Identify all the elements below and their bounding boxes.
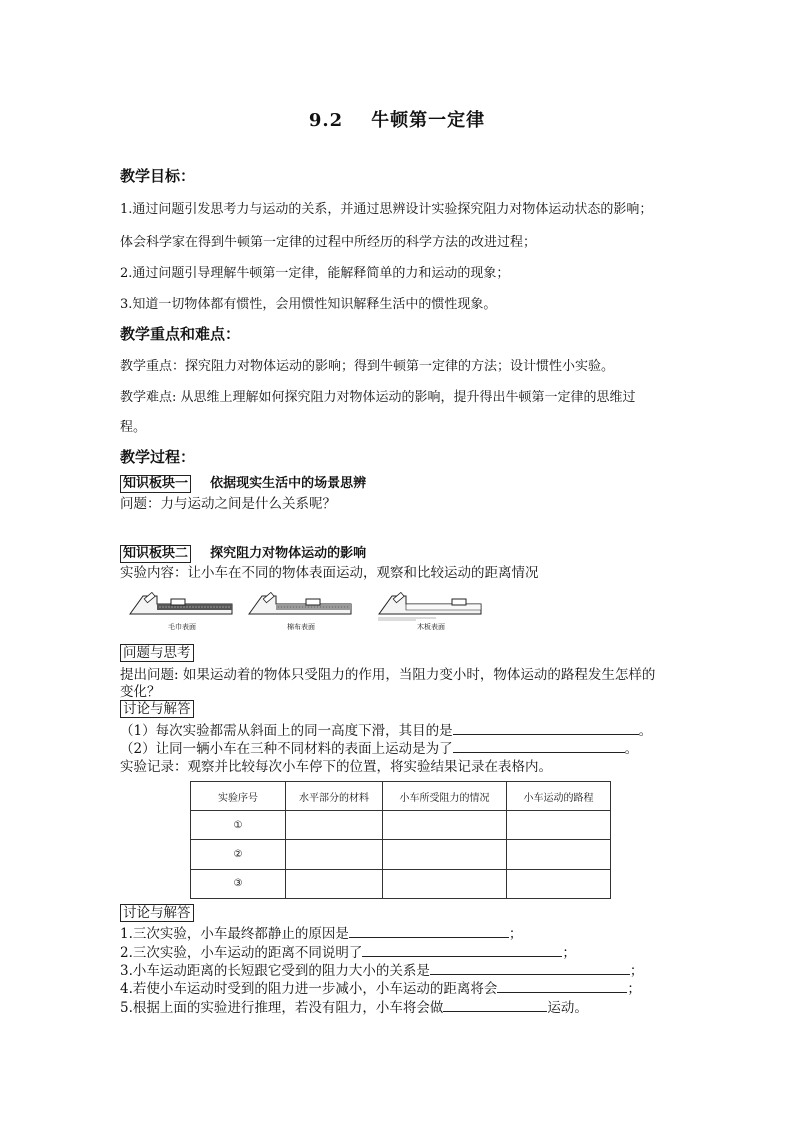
table-cell[interactable] bbox=[507, 869, 611, 898]
page-title bbox=[0, 106, 794, 132]
discussion-item-end: ； bbox=[508, 926, 523, 942]
experiment-record: 实验记录：观察并比较每次小车停下的位置，将实验结果记录在表格内。 bbox=[120, 759, 552, 775]
think-tag: 问题与思考 bbox=[120, 644, 194, 662]
discuss-tag-2-wrap bbox=[120, 902, 194, 922]
discussion-blank-3[interactable] bbox=[430, 962, 630, 975]
objective-line-2: 体会科学家在得到牛顿第一定律的过程中所经历的科学方法的改进过程； bbox=[120, 235, 537, 250]
record-table bbox=[190, 781, 611, 899]
discussion-blank-1[interactable] bbox=[349, 925, 509, 938]
objective-line-1: 1.通过问题引发思考力与运动的关系，并通过思辨设计实验探究阻力对物体运动状态的影响； bbox=[120, 202, 653, 217]
figure-caption-cotton: 棉布表面 bbox=[287, 623, 315, 631]
discussion-item-5 bbox=[120, 996, 588, 1016]
table-header: 小车所受阻力的情况 bbox=[383, 782, 507, 811]
discussion-item-end: ； bbox=[629, 963, 644, 979]
module-2-header bbox=[120, 542, 366, 563]
row-number: ② bbox=[191, 840, 286, 869]
question-1-text: （1）每次实验都需从斜面上的同一高度下滑，其目的是 bbox=[120, 723, 453, 739]
figure-towel-surface bbox=[127, 588, 237, 630]
discussion-item-1 bbox=[120, 922, 522, 942]
teaching-focus: 教学重点：探究阻力对物体运动的影响；得到牛顿第一定律的方法；设计惯性小实验。 bbox=[120, 359, 615, 374]
discuss-question-2 bbox=[120, 737, 638, 757]
discussion-blank-2[interactable] bbox=[362, 944, 562, 957]
discussion-blank-4[interactable] bbox=[497, 980, 627, 993]
figure-cotton-surface bbox=[246, 588, 356, 630]
think-question-line-2: 变化？ bbox=[120, 684, 161, 700]
discussion-item-4 bbox=[120, 977, 641, 997]
discuss-tag-1: 讨论与解答 bbox=[120, 700, 194, 718]
module-1-question: 问题：力与运动之间是什么关系呢？ bbox=[120, 496, 336, 512]
section-number: 9.2 bbox=[308, 110, 344, 131]
table-cell[interactable] bbox=[383, 869, 507, 898]
think-tag-wrap bbox=[120, 642, 194, 662]
ramp-cotton-illustration bbox=[246, 588, 356, 622]
figure-caption-wood: 木板表面 bbox=[417, 623, 445, 631]
table-header: 实验序号 bbox=[191, 782, 286, 811]
table-header: 水平部分的材料 bbox=[286, 782, 383, 811]
discussion-item-end: 运动。 bbox=[547, 1000, 588, 1016]
row-number: ① bbox=[191, 811, 286, 840]
discussion-blank-5[interactable] bbox=[443, 999, 547, 1012]
discuss-tag-2: 讨论与解答 bbox=[120, 904, 194, 922]
discuss-tag-wrap bbox=[120, 698, 194, 718]
module-1-header bbox=[120, 472, 366, 493]
module-2-tag: 知识板块二 bbox=[120, 545, 191, 563]
row-number: ③ bbox=[191, 869, 286, 898]
table-cell[interactable] bbox=[286, 811, 383, 840]
figure-caption-towel: 毛巾表面 bbox=[168, 623, 196, 631]
module-1-tag: 知识板块一 bbox=[120, 475, 191, 493]
table-cell[interactable] bbox=[286, 869, 383, 898]
discuss-question-1 bbox=[120, 719, 652, 739]
key-points-heading: 教学重点和难点： bbox=[120, 325, 241, 343]
module-2-title: 探究阻力对物体运动的影响 bbox=[210, 546, 367, 561]
table-row bbox=[191, 811, 611, 840]
discussion-item-2 bbox=[120, 941, 576, 961]
discussion-item-end: ； bbox=[627, 981, 641, 997]
discussion-item-text: 2.三次实验，小车运动的距离不同说明了 bbox=[120, 945, 363, 961]
table-header-row bbox=[191, 782, 611, 811]
objectives-heading: 教学目标： bbox=[120, 167, 196, 185]
answer-blank-2[interactable] bbox=[453, 740, 625, 753]
module-1-title: 依据现实生活中的场景思辨 bbox=[210, 476, 367, 491]
discussion-item-text: 3.小车运动距离的长短跟它受到的阻力大小的关系是 bbox=[120, 963, 430, 979]
discussion-item-end: ； bbox=[562, 945, 576, 961]
discussion-item-text: 1.三次实验，小车最终都静止的原因是 bbox=[120, 926, 349, 942]
table-row bbox=[191, 869, 611, 898]
ramp-wood-illustration bbox=[376, 588, 486, 622]
answer-blank-1[interactable] bbox=[453, 722, 639, 735]
figure-wood-surface bbox=[376, 588, 486, 630]
objective-line-3: 2.通过问题引导理解牛顿第一定律，能解释简单的力和运动的现象； bbox=[120, 266, 510, 281]
process-heading: 教学过程： bbox=[120, 448, 196, 466]
objective-line-4: 3.知道一切物体都有惯性，会用惯性知识解释生活中的惯性现象。 bbox=[120, 297, 497, 312]
table-cell[interactable] bbox=[507, 840, 611, 869]
table-row bbox=[191, 840, 611, 869]
discussion-item-text: 5.根据上面的实验进行推理，若没有阻力，小车将会做 bbox=[120, 1000, 444, 1016]
experiment-content: 实验内容：让小车在不同的物体表面运动，观察和比较运动的距离情况 bbox=[120, 565, 539, 581]
question-2-text: （2）让同一辆小车在三种不同材料的表面上运动是为了 bbox=[120, 741, 453, 757]
table-cell[interactable] bbox=[507, 811, 611, 840]
question-1-end: 。 bbox=[638, 723, 653, 739]
ramp-towel-illustration bbox=[127, 588, 237, 622]
question-2-end: 。 bbox=[624, 741, 639, 757]
discussion-item-3 bbox=[120, 959, 643, 979]
teaching-difficulty: 教学难点: 从思维上理解如何探究阻力对物体运动的影响，提升得出牛顿第一定律的思维过 bbox=[120, 390, 636, 405]
table-cell[interactable] bbox=[383, 811, 507, 840]
section-title: 牛顿第一定律 bbox=[371, 110, 486, 131]
discussion-item-text: 4.若使小车运动时受到的阻力进一步减小，小车运动的距离将会 bbox=[120, 981, 498, 997]
think-question-line-1: 提出问题: 如果运动着的物体只受阻力的作用，当阻力变小时，物体运动的路程发生怎样的 bbox=[120, 667, 656, 683]
teaching-difficulty-cont: 程。 bbox=[120, 420, 147, 435]
table-header: 小车运动的路程 bbox=[507, 782, 611, 811]
table-cell[interactable] bbox=[383, 840, 507, 869]
table-cell[interactable] bbox=[286, 840, 383, 869]
